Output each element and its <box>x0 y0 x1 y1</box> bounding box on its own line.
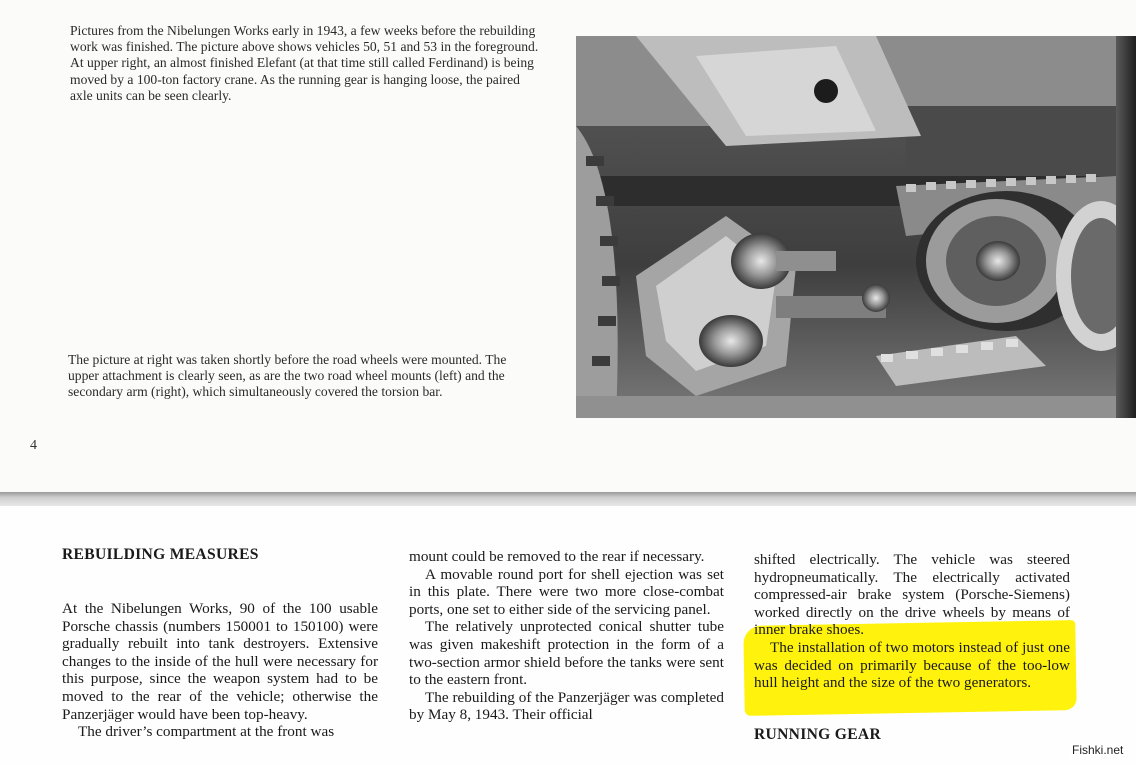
paragraph: shifted electrically. The vehicle was steered hydropneumatically. The electrically activated compressed-air brake system (Porsche-Siemens) worked directly on the drive wheels by means of inner brake shoes. <box>754 551 1070 639</box>
photo-caption-top: Pictures from the Nibelungen Works early in 1943, a few weeks before the rebuilding work was finished. The picture above shows vehicles 50, 51 and 53 in the foreground. At upper right, an almost finished Elefant (at that time still called Ferdinand) is being moved by a 100-ton factory crane. As the running gear is hanging loose, the paired axle units can be seen clearly. <box>70 23 539 103</box>
page-gutter-shadow <box>1116 36 1136 418</box>
text-column-3 <box>754 551 1070 692</box>
highlighted-paragraph: The installation of two motors instead of just one was decided on primarily because of the too-low hull height and the size of the two generators. <box>754 638 1070 692</box>
heading-running-gear: RUNNING GEAR <box>754 726 882 743</box>
photo-illustration <box>576 36 1116 418</box>
paragraph: At the Nibelungen Works, 90 of the 100 usable Porsche chassis (numbers 150001 to 150100) were gradually rebuilt into tank destroyers. Extensive changes to the inside of the hull were necessary for this purpose, since the weapon system had to be moved to the rear of the vehicle; otherwise the Panzerjäger would have been top-heavy. <box>62 600 378 723</box>
paragraph: mount could be removed to the rear if necessary. <box>409 548 705 565</box>
photo-caption-bottom: The picture at right was taken shortly before the road wheels were mounted. The upper attachment is clearly seen, as are the two road wheel mounts (left) and the secondary arm (right), which simultaneously covered the torsion bar. <box>68 352 507 400</box>
paragraph: A movable round port for shell ejection was set in this plate. There were two more close-combat ports, one set to either side of the servicing panel. <box>409 565 724 618</box>
text-column-1 <box>62 600 378 741</box>
page-separator <box>0 492 1136 506</box>
running-gear-photo <box>576 36 1116 418</box>
page-number: 4 <box>30 438 37 453</box>
heading-rebuilding-measures: REBUILDING MEASURES <box>62 546 259 563</box>
paragraph: The rebuilding of the Panzerjäger was completed by May 8, 1943. Their official <box>409 688 724 724</box>
watermark: Fishki.net <box>1072 743 1124 757</box>
paragraph: The driver’s compartment at the front was <box>78 723 335 741</box>
paragraph: The relatively unprotected conical shutter tube was given makeshift protection in the form of a two-section armor shield before the tanks were sent to the eastern front. <box>409 618 724 689</box>
text-column-2 <box>409 548 724 724</box>
